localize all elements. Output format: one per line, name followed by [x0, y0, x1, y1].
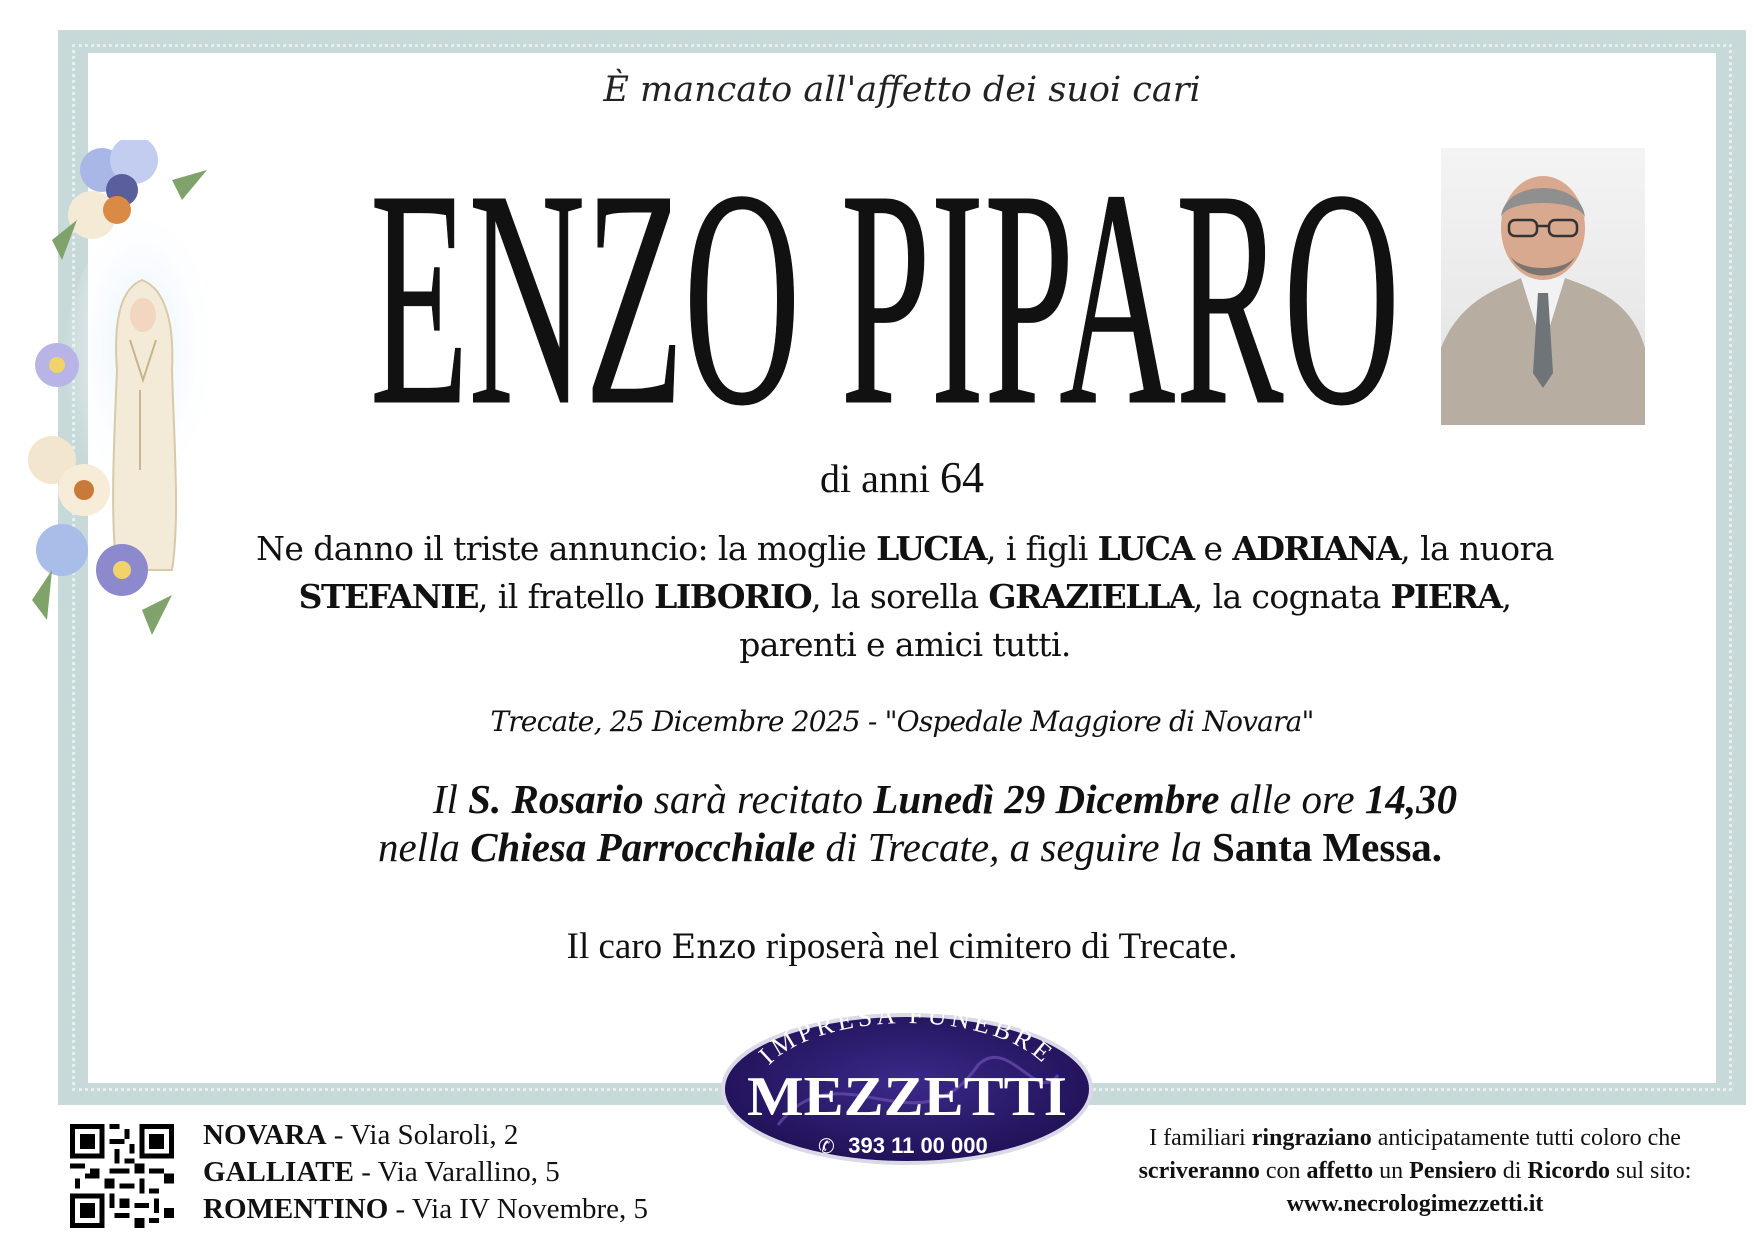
- announcement-segment: ADRIANA: [1232, 529, 1401, 568]
- rosary-line-1: [250, 775, 1570, 823]
- office-row: [203, 1117, 648, 1154]
- age-value: 64: [939, 453, 984, 502]
- burial-name: Enzo: [671, 927, 757, 967]
- office-address: - Via Solaroli, 2: [326, 1119, 519, 1151]
- thanks-note: [1090, 1122, 1740, 1221]
- announcement-segment: , il fratello: [478, 577, 655, 616]
- announcement-segment: STEFANIE: [298, 577, 479, 616]
- announcement-closing: parenti e amici tutti.: [739, 625, 1071, 664]
- thanks-segment: anticipatamente tutti coloro che: [1371, 1125, 1681, 1151]
- phone-icon: ✆: [818, 1134, 835, 1158]
- burial-post: riposerà nel cimitero di Trecate.: [756, 926, 1238, 967]
- thanks-segment: ringraziano: [1251, 1125, 1372, 1151]
- thanks-segment: un: [1373, 1158, 1410, 1184]
- rosary-segment: Lunedì 29 Dicembre: [873, 776, 1220, 822]
- thanks-segment: affetto: [1306, 1158, 1374, 1184]
- announcement: [170, 525, 1640, 669]
- office-address: - Via IV Novembre, 5: [388, 1193, 649, 1225]
- office-row: [203, 1154, 648, 1191]
- announcement-segment: LUCA: [1097, 529, 1194, 568]
- announcement-segment: , la nuora: [1400, 529, 1554, 568]
- deceased-photo: [1441, 148, 1645, 425]
- rosary-segment: Chiesa Parrocchiale: [470, 824, 816, 870]
- age-prefix: di anni: [820, 456, 930, 501]
- announcement-segment: LIBORIO: [654, 577, 812, 616]
- office-city: GALLIATE: [203, 1156, 354, 1188]
- thanks-segment: sul sito:: [1610, 1158, 1692, 1184]
- rosary-segment: di: [815, 824, 868, 870]
- announcement-segment: ,: [1501, 577, 1512, 616]
- announcement-segment: , la sorella: [811, 577, 989, 616]
- rosary-info: [250, 775, 1570, 871]
- announcement-segment: Ne danno il triste annuncio: la moglie: [256, 529, 877, 568]
- rosary-segment: S. Rosario: [468, 776, 644, 822]
- thanks-segment: I familiari: [1149, 1125, 1252, 1151]
- age-line: [88, 452, 1716, 503]
- rosary-segment: alle ore: [1219, 776, 1365, 822]
- rosary-segment: Santa Messa.: [1211, 824, 1443, 870]
- rosary-segment: nella: [377, 824, 471, 870]
- rosary-segment: , a seguire la: [989, 824, 1212, 870]
- office-city: ROMENTINO: [203, 1193, 389, 1225]
- intro-line: È mancato all'affetto dei suoi cari: [603, 70, 1201, 110]
- thanks-segment: con: [1259, 1158, 1307, 1184]
- office-address: - Via Varallino, 5: [353, 1156, 560, 1188]
- announcement-segment: GRAZIELLA: [988, 577, 1193, 616]
- office-row: [203, 1191, 648, 1228]
- thanks-segment: di: [1496, 1158, 1528, 1184]
- office-addresses: [203, 1117, 648, 1228]
- website-link[interactable]: www.necrologimezzetti.it: [1286, 1191, 1544, 1217]
- office-city: NOVARA: [203, 1119, 327, 1151]
- rosary-segment: 14,30: [1364, 776, 1458, 822]
- announcement-segment: PIERA: [1390, 577, 1502, 616]
- rosary-segment: Il: [432, 776, 469, 822]
- rosary-line-2: [250, 823, 1570, 871]
- announcement-segment: e: [1193, 529, 1233, 568]
- announcement-segment: , i figli: [986, 529, 1098, 568]
- rosary-segment: sarà recitato: [643, 776, 874, 822]
- thanks-segment: Pensiero: [1409, 1158, 1497, 1184]
- place-date-line: Trecate, 25 Dicembre 2025 - "Ospedale Maggiore di Novara": [490, 705, 1314, 738]
- thanks-segment: scriveranno: [1138, 1158, 1260, 1184]
- thanks-text: [1090, 1122, 1740, 1188]
- thanks-segment: Ricordo: [1527, 1158, 1611, 1184]
- announcement-segment: LUCIA: [876, 529, 987, 568]
- qr-code[interactable]: [70, 1124, 174, 1228]
- funeral-home-logo: [718, 1005, 1096, 1165]
- announcement-segment: , la cognata: [1192, 577, 1391, 616]
- announcement-text: [170, 525, 1640, 621]
- violet-flower-mid: [35, 343, 79, 387]
- svg-text:MEZZETTI: MEZZETTI: [747, 1066, 1067, 1128]
- svg-text:IMPRESA FUNEBRE: IMPRESA FUNEBRE: [753, 1005, 1061, 1071]
- svg-text:393 11 00 000: 393 11 00 000: [848, 1133, 988, 1158]
- rosary-segment: Trecate: [867, 824, 990, 870]
- deceased-name: [360, 140, 1410, 430]
- burial-pre: Il caro: [566, 926, 672, 967]
- deceased-name-text: ENZO PIPARO: [370, 140, 1400, 430]
- burial-line: [88, 925, 1716, 968]
